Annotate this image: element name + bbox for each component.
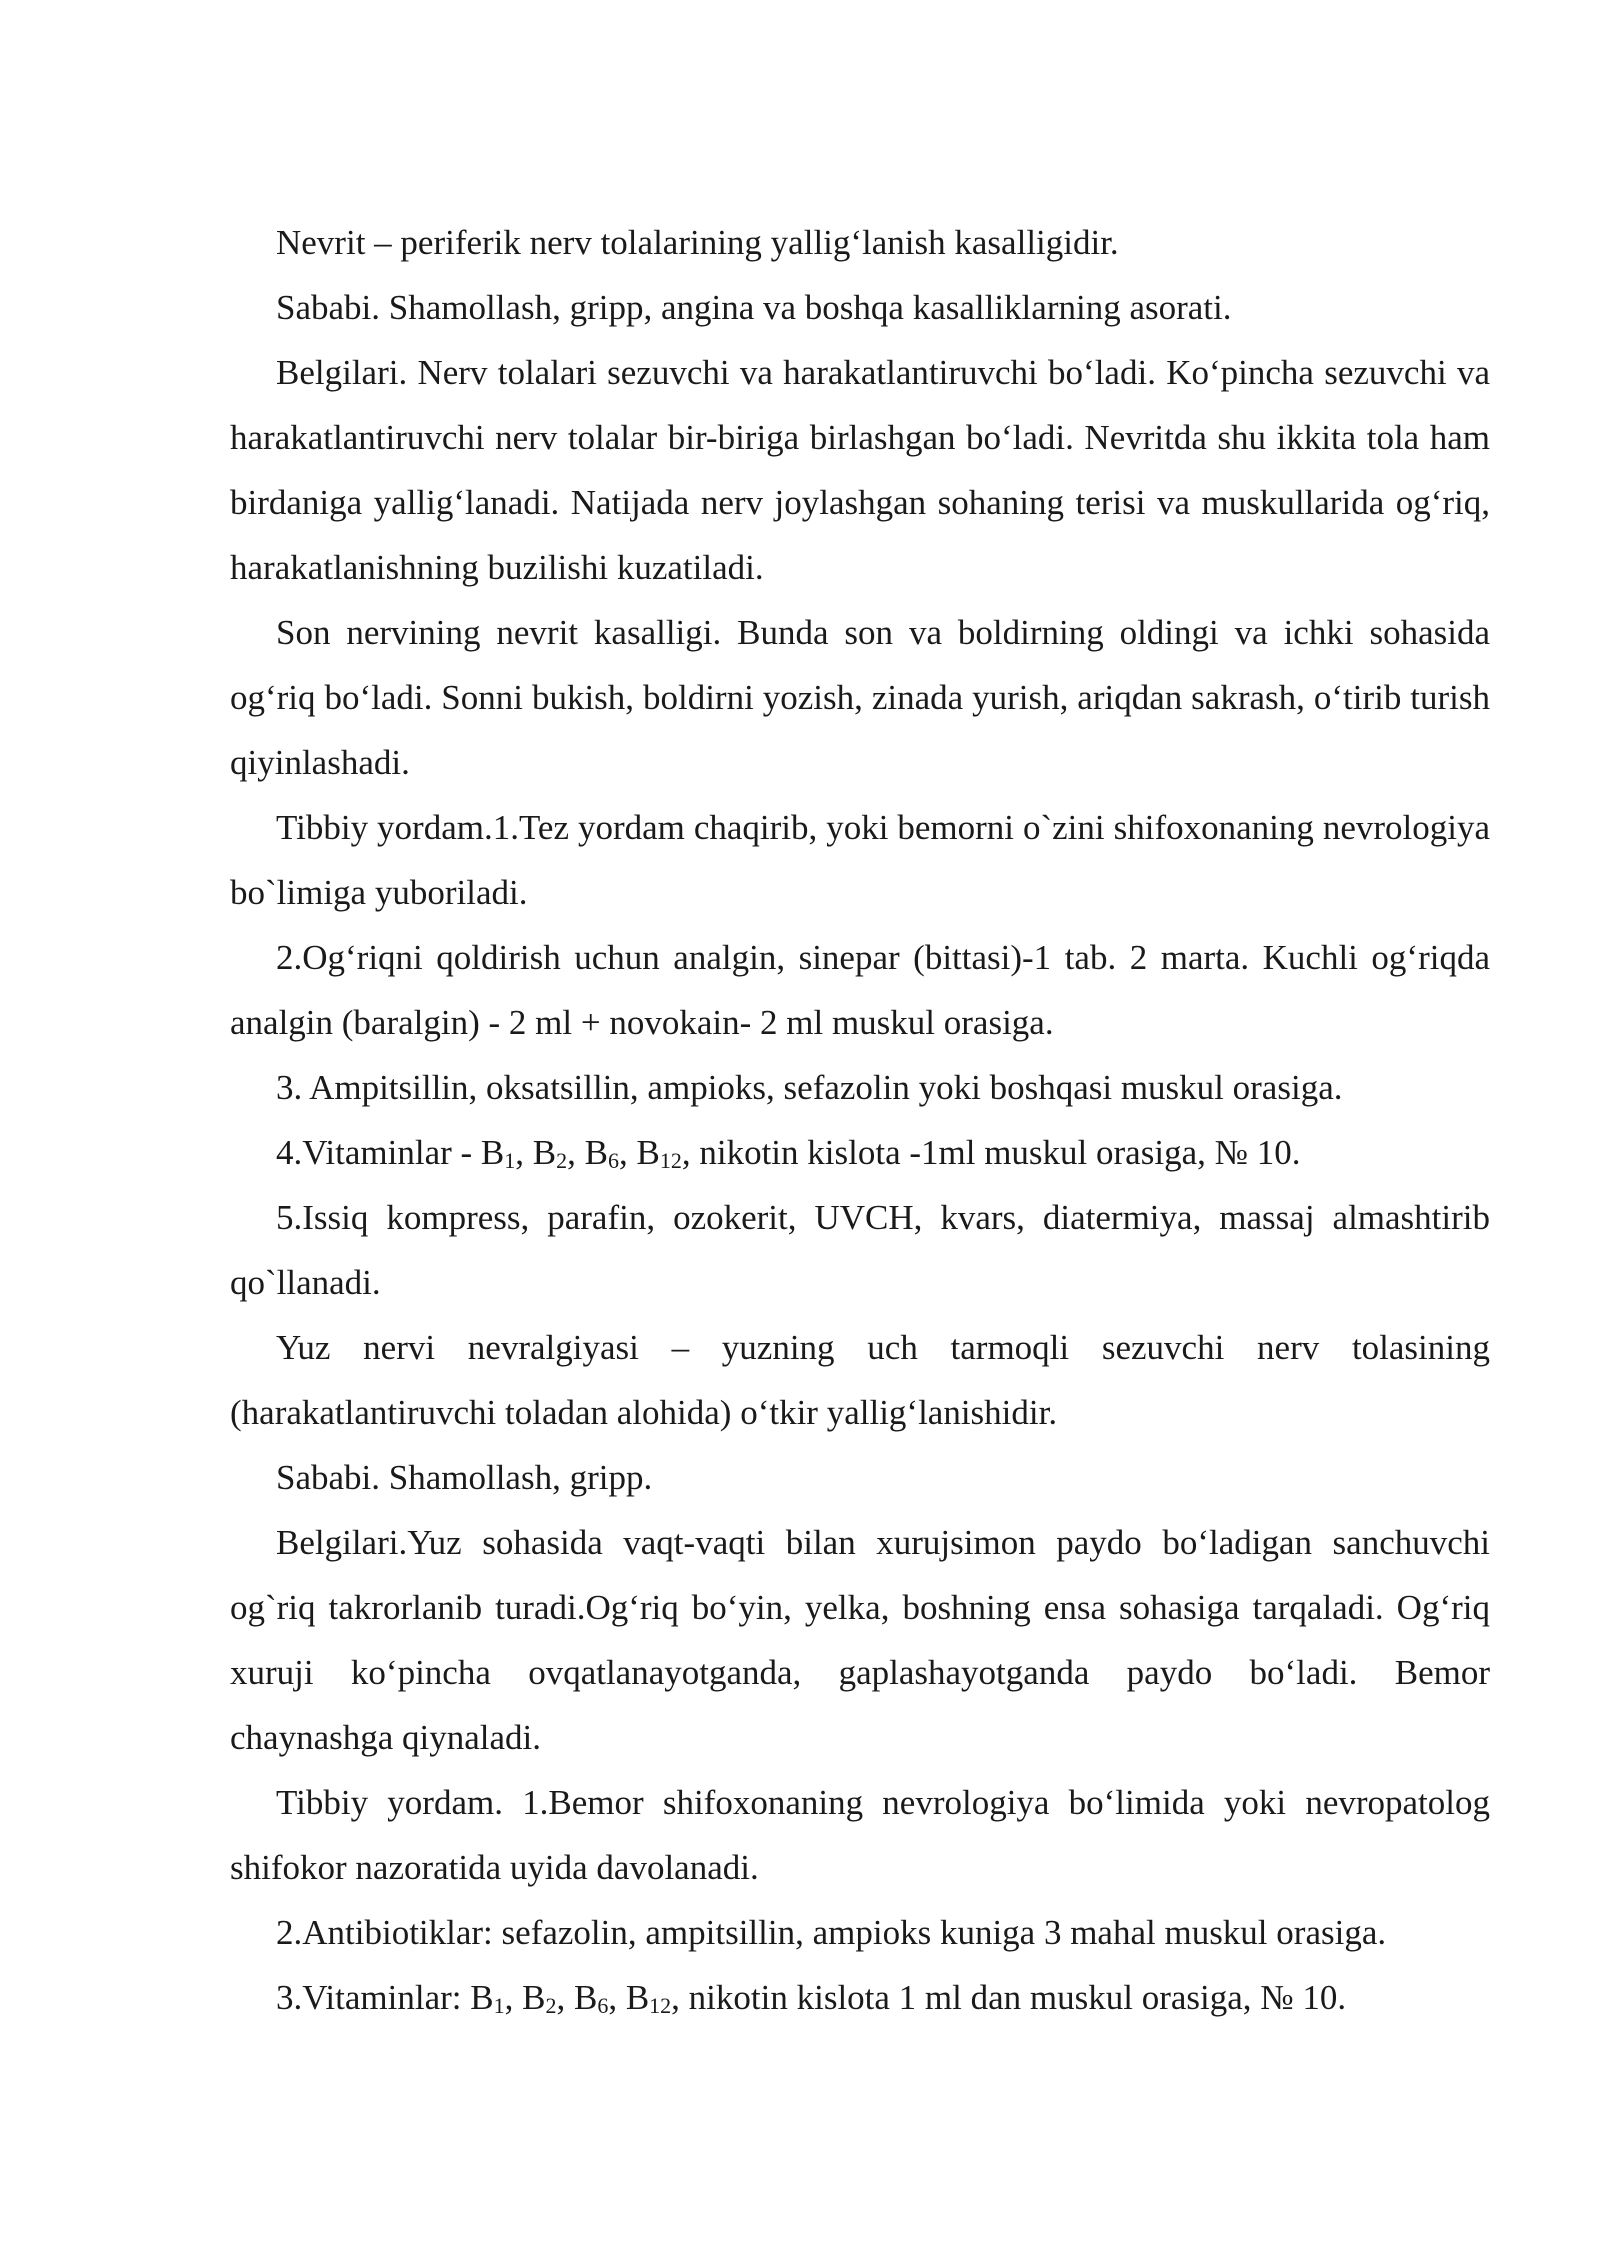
paragraph [230, 925, 1490, 1055]
paragraph-text: Yuz nervi nevralgiyasi – yuzning uch tarmoqli sezuvchi nerv tolasining (harakatlantiruvchi toladan alohida) o‘tkir yallig‘lanishidir. [230, 1328, 1490, 1432]
subscript-text: 12 [659, 1148, 682, 1173]
paragraph-text: Nevrit – periferik nerv tolalarining yallig‘lanish kasalligidir. [276, 223, 1119, 262]
paragraph [230, 1965, 1490, 2030]
paragraph [230, 1185, 1490, 1315]
paragraph-text: 2.Og‘riqni qoldirish uchun analgin, sinepar (bittasi)-1 tab. 2 marta. Kuchli og‘riqda analgin (baralgin) - 2 ml + novokain- 2 ml muskul orasiga. [230, 938, 1490, 1042]
paragraph-text: , B [504, 1978, 546, 2017]
paragraph-text: , B [515, 1133, 557, 1172]
subscript-text: 6 [597, 1993, 609, 2018]
paragraph [230, 1445, 1490, 1510]
paragraph-text: , B [608, 1978, 650, 2017]
paragraph-text: Sababi. Shamollash, gripp. [276, 1458, 653, 1497]
paragraph [230, 1510, 1490, 1770]
paragraph-text: , nikotin kislota 1 ml dan muskul orasiga, № 10. [671, 1978, 1347, 2017]
paragraph-text: Tibbiy yordam.1.Tez yordam chaqirib, yoki bemorni o`zini shifoxonaning nevrologiya bo`limiga yuboriladi. [230, 808, 1490, 912]
paragraph [230, 340, 1490, 600]
subscript-text: 1 [504, 1148, 516, 1173]
paragraph-text: 5.Issiq kompress, parafin, ozokerit, UVCH, kvars, diatermiya, massaj almashtirib qo`llanadi. [230, 1198, 1490, 1302]
paragraph-text: , B [556, 1978, 598, 2017]
paragraph-text: Belgilari.Yuz sohasida vaqt-vaqti bilan xurujsimon paydo bo‘ladigan sanchuvchi og`riq takrorlanib turadi.Og‘riq bo‘yin, yelka, boshning ensa sohasiga tarqaladi. Og‘riq xuruji ko‘pincha ovqatlanayotganda, gaplashayotganda paydo bo‘ladi. Bemor chaynashga qiynaladi. [230, 1523, 1490, 1757]
paragraph-text: , B [619, 1133, 660, 1172]
paragraph [230, 1770, 1490, 1900]
subscript-text: 2 [556, 1148, 568, 1173]
paragraph [230, 210, 1490, 275]
document-body [230, 210, 1490, 2030]
paragraph [230, 1315, 1490, 1445]
paragraph [230, 1900, 1490, 1965]
paragraph-text: 2.Antibiotiklar: sefazolin, ampitsillin, ampioks kuniga 3 mahal muskul orasiga. [276, 1913, 1387, 1952]
subscript-text: 12 [649, 1993, 672, 2018]
paragraph [230, 600, 1490, 795]
paragraph [230, 1120, 1490, 1185]
paragraph-text: Son nervining nevrit kasalligi. Bunda son va boldirning oldingi va ichki sohasida og‘riq bo‘ladi. Sonni bukish, boldirni yozish, zinada yurish, ariqdan sakrash, o‘tirib turish qiyinlashadi. [230, 613, 1490, 782]
paragraph-text: 3. Ampitsillin, oksatsillin, ampioks, sefazolin yoki boshqasi muskul orasiga. [276, 1068, 1343, 1107]
paragraph-text: , B [567, 1133, 608, 1172]
subscript-text: 1 [493, 1993, 505, 2018]
paragraph-text: 4.Vitaminlar - B [276, 1133, 505, 1172]
subscript-text: 2 [545, 1993, 557, 2018]
paragraph-text: , nikotin kislota -1ml muskul orasiga, № 10. [681, 1133, 1301, 1172]
paragraph [230, 795, 1490, 925]
paragraph [230, 1055, 1490, 1120]
paragraph-text: 3.Vitaminlar: B [276, 1978, 494, 2017]
subscript-text: 6 [608, 1148, 619, 1173]
paragraph-text: Belgilari. Nerv tolalari sezuvchi va harakatlantiruvchi bo‘ladi. Ko‘pincha sezuvchi va harakatlantiruvchi nerv tolalar bir-biriga birlashgan bo‘ladi. Nevritda shu ikkita tola ham birdaniga yallig‘lanadi. Natijada nerv joylashgan sohaning terisi va muskullarida og‘riq, harakatlanishning buzilishi kuzatiladi. [230, 353, 1490, 587]
paragraph-text: Tibbiy yordam. 1.Bemor shifoxonaning nevrologiya bo‘limida yoki nevropatolog shifokor nazoratida uyida davolanadi. [230, 1783, 1490, 1887]
paragraph [230, 275, 1490, 340]
paragraph-text: Sababi. Shamollash, gripp, angina va boshqa kasalliklarning asorati. [276, 288, 1232, 327]
